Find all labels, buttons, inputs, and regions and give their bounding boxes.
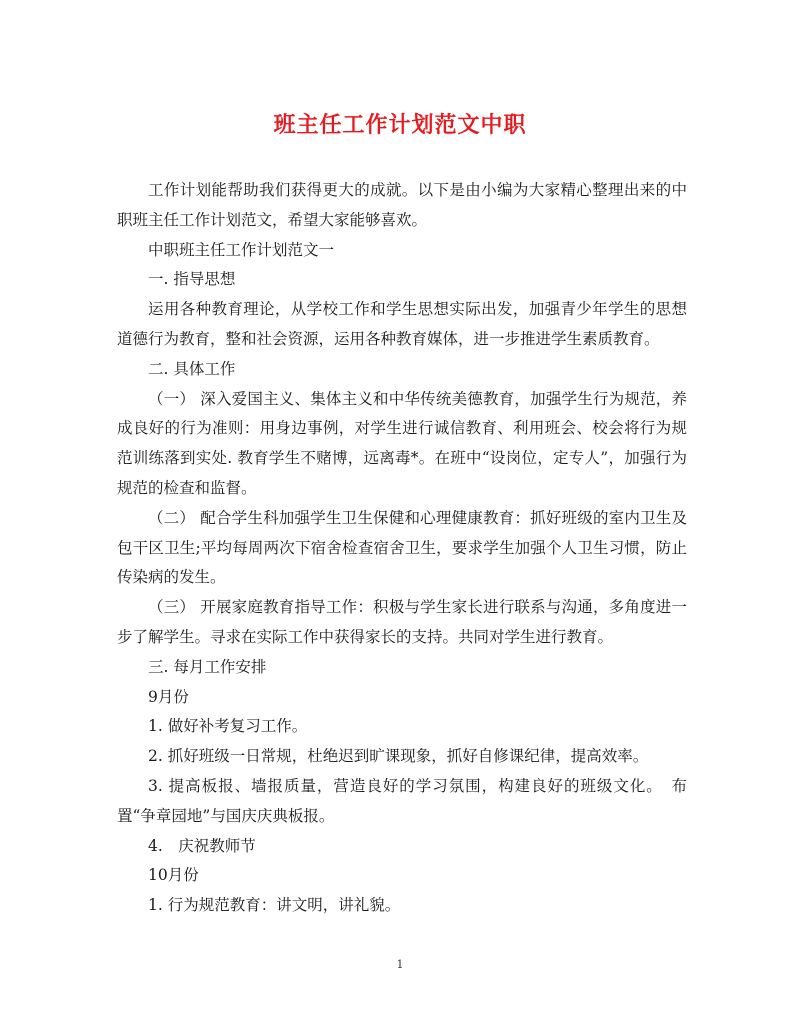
list-item-sept-2: 2. 抓好班级一日常规，杜绝迟到旷课现象，抓好自修课纪律，提高效率。 [148,747,649,766]
paragraph-work-item-1: （一） 深入爱国主义、集体主义和中华传统美德教育，加强学生行为规范，养成良好的行为准则：用身边事例，对学生进行诚信教育、利用班会、校会将行为规范训练落到实处. 教育学生不赌博，远离毒*。在班中“设岗位，定专人”，加强行为规范的检查和监督。 [117,389,687,497]
paragraph-section-heading: 中职班主任工作计划范文一 [148,240,335,259]
heading-specific-work: 二. 具体工作 [148,359,236,378]
list-item-sept-3: 3. 提高板报、墙报质量，营造良好的学习氛围，构建良好的班级文化。 布置“争章园地”与国庆庆典板报。 [117,776,687,825]
document-title: 班主任工作计划范文中职 [273,112,527,138]
paragraph-work-item-3: （三） 开展家庭教育指导工作：积极与学生家长进行联系与沟通，多角度进一步了解学生。寻求在实际工作中获得家长的支持。共同对学生进行教育。 [117,598,687,646]
heading-september: 9月份 [148,687,189,706]
heading-monthly-schedule: 三. 每月工作安排 [148,657,267,676]
list-item-oct-1: 1. 行为规范教育：讲文明，讲礼貌。 [148,896,401,915]
heading-guiding-ideology: 一. 指导思想 [148,270,236,289]
heading-october: 10月份 [148,866,199,885]
paragraph-guiding-ideology: 运用各种教育理论，从学校工作和学生思想实际出发，加强青少年学生的思想道德行为教育，整和社会资源，运用各种教育媒体，进一步推进学生素质教育。 [117,300,687,348]
list-item-sept-4: 4. 庆祝教师节 [148,836,256,855]
page-number: 1 [396,958,404,971]
list-item-sept-1: 1. 做好补考复习工作。 [148,717,308,736]
paragraph-work-item-2: （二） 配合学生科加强学生卫生保健和心理健康教育：抓好班级的室内卫生及包干区卫生;平均每周两次下宿舍检查宿舍卫生，要求学生加强个人卫生习惯，防止传染病的发生。 [117,508,687,587]
document-body [117,176,687,921]
paragraph-intro: 工作计划能帮助我们获得更大的成就。以下是由小编为大家精心整理出来的中职班主任工作计划范文，希望大家能够喜欢。 [117,181,687,229]
